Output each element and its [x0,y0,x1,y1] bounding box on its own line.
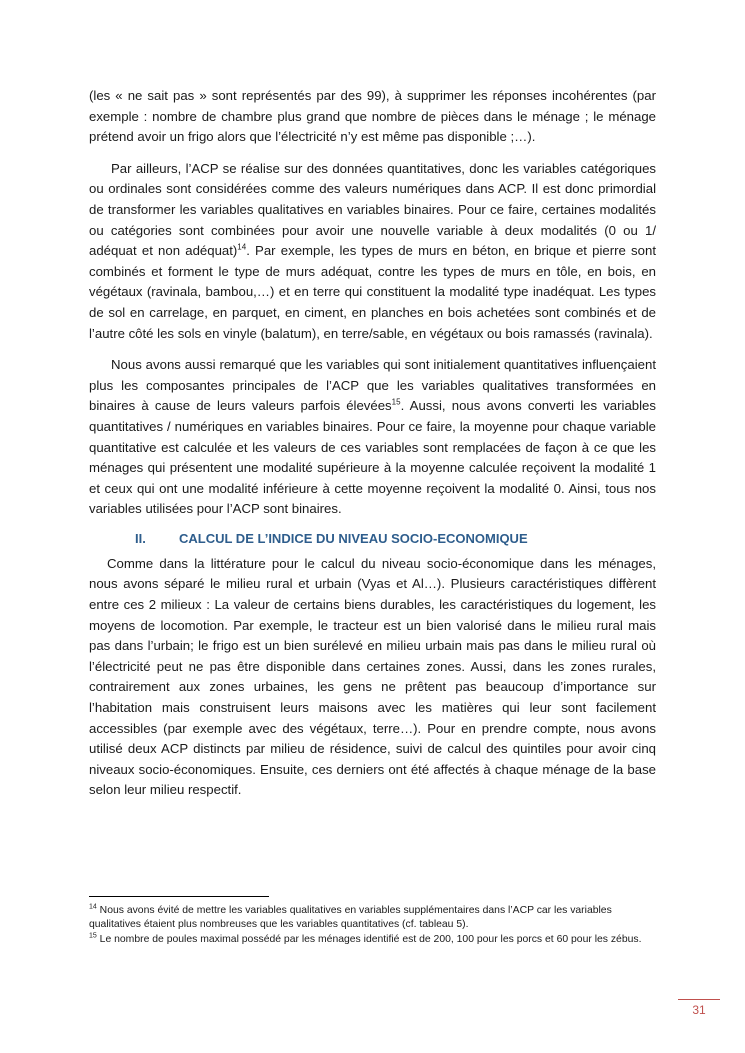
paragraph-4: Comme dans la littérature pour le calcul du niveau socio-économique dans les ménages, nous avons séparé le milieu rural et urbain (Vyas et Al…). Plusieurs caractéristiques diffèrent entre ces 2 milieux : La valeur de certains biens durables, les caractéristiques du logement, les moyens de locomotion. Par exemple, le tracteur est un bien valorisé dans le milieu rural mais pas dans l’urbain; le frigo est un bien surélevé en milieu urbain mais pas dans le milieu rural où l’électricité peut ne pas être disponible dans certaines zones. Aussi, dans les zones rurales, contrairement aux zones urbaines, les gens ne prêtent pas beaucoup d’importance sur l’habitation mais construisent leurs maisons avec les matières qui leur sont facilement accessibles (par exemple avec des végétaux, terre…). Pour en prendre compte, nous avons utilisé deux ACP distincts par milieu de résidence, suivi de calcul des quintiles pour avoir cinq niveaux socio-économiques. Ensuite, ces derniers ont été affectés à chaque ménage de la base selon leur milieu respectif. [89,555,656,798]
page-number: 31 [692,1003,706,1017]
footnote-14-number: 14 [89,903,97,911]
footnotes [89,904,656,947]
paragraph-3-text-b: . Aussi, nous avons converti les variables quantitatives / numériques en variables binaires. Pour ce faire, la moyenne pour chaque variable quantitative est calculée et les valeurs de ces variables sont remplacées de façon à ce que les ménages qui présentent une modalité supérieure à la moyenne calculée reçoivent la modalité 1 et ceux qui ont une modalité inférieure à cette moyenne reçoivent la modalité 0. Ainsi, tous nos variables utilisées pour l’ACP sont binaires. [89,398,656,517]
footnote-15-number: 15 [89,932,97,940]
footnote-14 [89,904,656,933]
footnote-14-text: Nous avons évité de mettre les variables qualitatives en variables supplémentaires dans l’ACP car les variables qualitatives étaient plus nombreuses que les variables quantitatives (cf. tableau 5). [89,905,612,931]
paragraph-1: (les « ne sait pas » sont représentés par des 99), à supprimer les réponses incohérentes (par exemple : nombre de chambre plus grand que nombre de pièces dans le ménage ; le ménage prétend avoir un frigo alors que l’électricité n’y est même pas disponible ;…). [89,88,656,145]
footnote-ref-14[interactable]: 14 [237,242,247,252]
paragraph-2-text-b: . Par exemple, les types de murs en béton, en brique et pierre sont combinés et forment le type de murs adéquat, contre les types de murs en tôle, en bois, en végétaux (ravinala, bambou,…) et en terre qui constituent la modalité type inadéquat. Les types de sol en carrelage, en parquet, en ciment, en planches en bois achetées sont combinés et de l’autre côté les sols en vinyle (balatum), en terre/sable, en végétaux ou bois ramassés (ravinala). [89,243,656,341]
section-title: CALCUL DE L’INDICE DU NIVEAU SOCIO-ECONOMIQUE [179,530,528,546]
page-number-rule [678,999,720,1000]
footnote-15-text: Le nombre de poules maximal possédé par les ménages identifié est de 200, 100 pour les porcs et 60 pour les zébus. [96,933,642,945]
section-number: II. [135,530,146,546]
footnote-ref-15[interactable]: 15 [391,397,401,407]
paragraph-3-text-a: Nous avons aussi remarqué que les variables qui sont initialement quantitatives influençaient plus les composantes principales de l’ACP que les variables qualitatives transformées en binaires à cause de leurs valeurs parfois élevées [89,357,656,414]
footnote-15 [89,933,656,947]
paragraph-2-text-a: Par ailleurs, l’ACP se réalise sur des données quantitatives, donc les variables catégoriques ou ordinales sont considérées comme des valeurs numériques dans ACP. Il est donc primordial de transformer les variables qualitatives en variables binaires. Pour ce faire, certaines modalités ou catégories sont combinées pour avoir une nouvelle variable à deux modalités (0 ou 1/ adéquat et non adéquat) [89,160,656,259]
document-body [89,86,656,801]
footnote-separator [89,896,269,897]
paragraph-2 [89,159,656,344]
section-heading [89,531,656,546]
paragraph-3 [89,355,656,520]
